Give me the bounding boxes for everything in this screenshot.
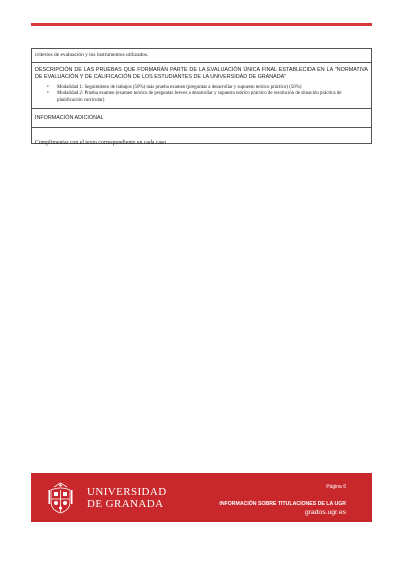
final-evaluation-heading: DESCRIPCIÓN DE LAS PRUEBAS QUE FORMARÁN PARTE DE LA EVALUACIÓN ÚNICA FINAL ESTABLECIDA EN LA "NORMATIVA DE EVALUACIÓN Y DE CALIFICACIÓN DE LOS ESTUDIANTES DE LA UNIVERSIDAD DE GRANADA" xyxy=(35,67,368,80)
modality-1-text: Modalidad 1: Seguimiento de trabajos (50%) más prueba examen (preguntas a desarrollar y supuesto teórico práctico) (50%) xyxy=(57,85,302,90)
modality-2-text: Modalidad 2: Prueba examen (examen teórico de preguntas breves a desarrollar y supuesto teórico práctico de resolución de situación práctica de planificación curricular) xyxy=(57,91,342,103)
university-name-line1: UNIVERSIDAD xyxy=(87,486,167,498)
header-accent-rule xyxy=(31,23,372,26)
bullet-icon: • xyxy=(47,85,49,90)
university-name-line2: DE GRANADA xyxy=(87,497,164,510)
page-number: Página 6 xyxy=(326,484,346,490)
modality-list xyxy=(35,85,368,104)
evaluation-criteria-row: criterios de evaluación y los instrumentos utilizados. xyxy=(35,52,149,58)
university-crest-icon xyxy=(48,482,73,514)
bullet-icon: • xyxy=(47,91,49,97)
additional-info-heading: INFORMACIÓN ADICIONAL xyxy=(32,108,371,127)
evaluation-table xyxy=(31,48,372,144)
additional-info-row xyxy=(32,127,371,146)
final-evaluation-section xyxy=(32,62,371,108)
footer-banner xyxy=(31,473,372,522)
titulaciones-info-title: INFORMACIÓN SOBRE TITULACIONES DE LA UGR xyxy=(219,501,346,507)
website-link[interactable]: grados.ugr.es xyxy=(304,509,346,516)
additional-info-text: Cumplimentar con el texto correspondiente en cada caso xyxy=(35,139,167,146)
list-item xyxy=(47,91,368,104)
university-name xyxy=(87,487,167,510)
